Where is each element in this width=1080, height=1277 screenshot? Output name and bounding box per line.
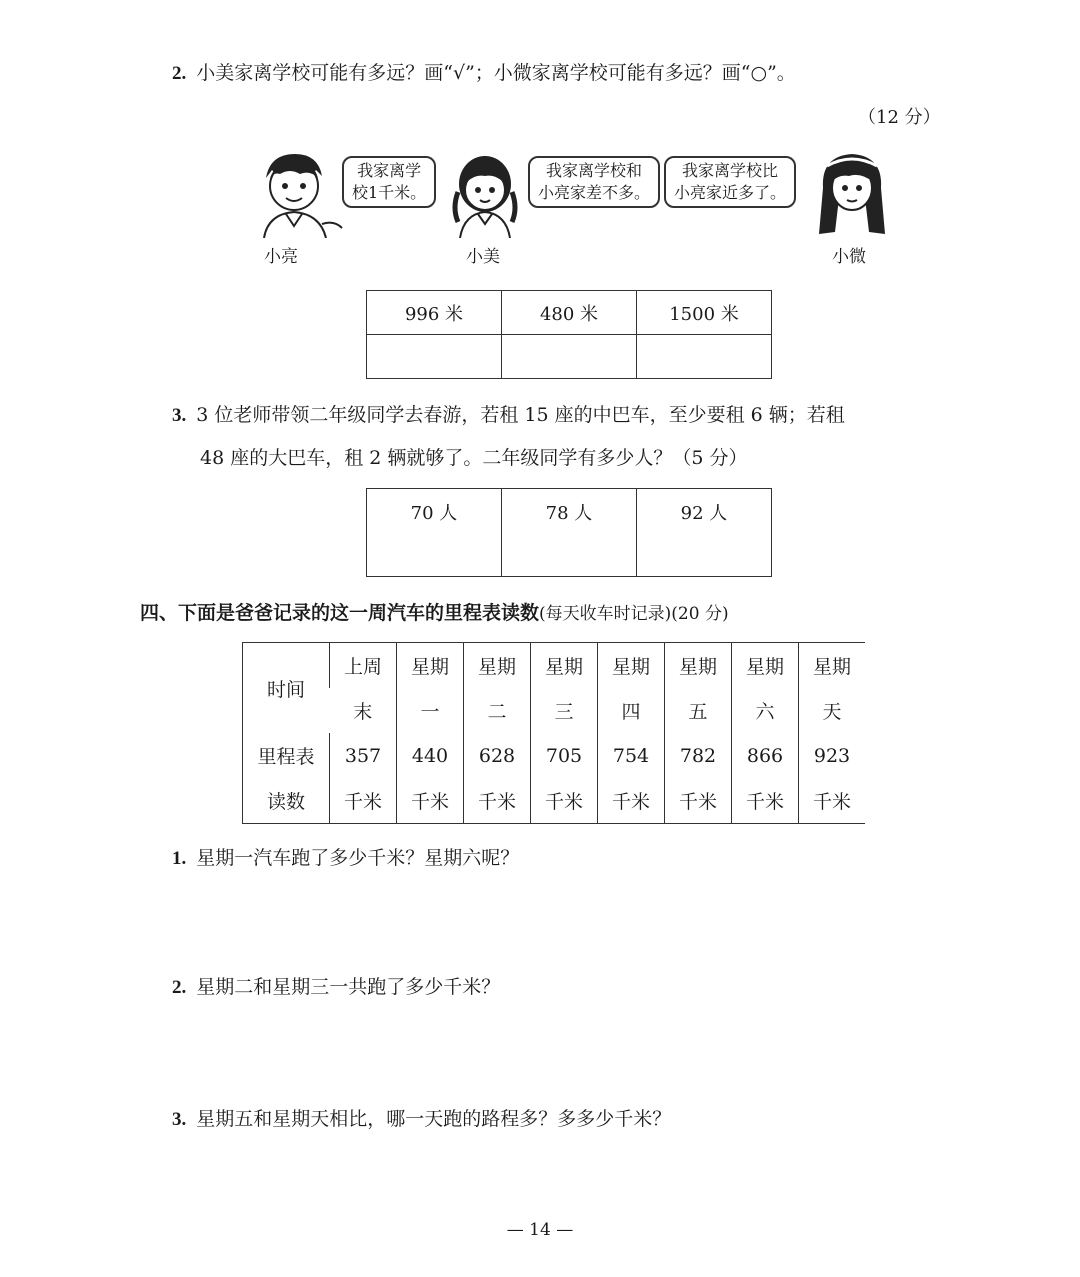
option-cell[interactable]: 92 人 xyxy=(637,489,772,577)
day-label: 上周 xyxy=(330,643,397,689)
day-label: 星期 xyxy=(397,643,464,689)
day-label: 三 xyxy=(531,688,598,733)
day-label: 星期 xyxy=(799,643,866,689)
day-label: 星期 xyxy=(665,643,732,689)
reading-unit: 千米 xyxy=(464,778,531,824)
answer-cell[interactable] xyxy=(502,335,637,379)
speech-bubble-xiaoliang: 我家离学 校1千米。 xyxy=(342,156,436,208)
reading-value: 754 xyxy=(598,733,665,778)
option-cell[interactable]: 70 人 xyxy=(367,489,502,577)
question-text-line1: 3 位老师带领二年级同学去春游，若租 15 座的中巴车，至少要租 6 辆；若租 xyxy=(196,404,845,426)
reading-unit: 千米 xyxy=(799,778,866,824)
sub-question-3: 3. 星期五和星期天相比，哪一天跑的路程多？多多少千米？ xyxy=(172,1108,672,1130)
reading-unit: 千米 xyxy=(531,778,598,824)
answer-cell[interactable] xyxy=(637,335,772,379)
answer-cell[interactable] xyxy=(367,335,502,379)
day-label: 五 xyxy=(665,688,732,733)
character-name: 小亮 xyxy=(264,247,298,267)
day-label: 六 xyxy=(732,688,799,733)
option-cell: 480 米 xyxy=(502,291,637,335)
reading-value: 923 xyxy=(799,733,866,778)
day-label: 二 xyxy=(464,688,531,733)
day-label: 星期 xyxy=(531,643,598,689)
answer-choice-table xyxy=(366,488,772,577)
row-header-time: 时间 xyxy=(243,643,330,734)
question-score: （12 分） xyxy=(858,107,941,128)
mileage-table xyxy=(242,642,865,824)
day-label: 星期 xyxy=(598,643,665,689)
reading-unit: 千米 xyxy=(732,778,799,824)
reading-unit: 千米 xyxy=(330,778,397,824)
option-cell: 996 米 xyxy=(367,291,502,335)
sub-question-1: 1. 星期一汽车跑了多少千米？星期六呢？ xyxy=(172,847,520,869)
page-number: — 14 — xyxy=(506,1220,574,1240)
reading-value: 705 xyxy=(531,733,598,778)
girl-xiaowei-icon xyxy=(805,148,900,238)
question-number: 3. xyxy=(172,405,187,426)
option-cell[interactable]: 78 人 xyxy=(502,489,637,577)
question-3 xyxy=(172,400,845,427)
day-label: 四 xyxy=(598,688,665,733)
question-2 xyxy=(172,58,796,85)
day-label: 星期 xyxy=(732,643,799,689)
reading-value: 357 xyxy=(330,733,397,778)
reading-value: 440 xyxy=(397,733,464,778)
character-name: 小微 xyxy=(832,247,866,267)
sub-question-2: 2. 星期二和星期三一共跑了多少千米？ xyxy=(172,976,501,998)
reading-value: 866 xyxy=(732,733,799,778)
reading-unit: 千米 xyxy=(598,778,665,824)
answer-space[interactable] xyxy=(200,1010,900,1090)
option-cell: 1500 米 xyxy=(637,291,772,335)
question-text-line2: 48 座的大巴车，租 2 辆就够了。二年级同学有多少人？（5 分） xyxy=(200,447,748,469)
day-label: 末 xyxy=(353,701,373,723)
answer-space[interactable] xyxy=(200,880,900,960)
character-name: 小美 xyxy=(466,247,500,267)
answer-choice-table xyxy=(366,290,772,379)
reading-value: 628 xyxy=(464,733,531,778)
answer-space[interactable] xyxy=(200,1140,900,1210)
boy-xiaoliang-icon xyxy=(250,148,345,238)
question-number: 2. xyxy=(172,63,187,84)
question-text: 小美家离学校可能有多远？画“√”；小微家离学校可能有多远？画“○”。 xyxy=(196,62,796,84)
day-label: 天 xyxy=(799,688,866,733)
reading-value: 782 xyxy=(665,733,732,778)
speech-bubble-xiaowei: 我家离学校比 小亮家近多了。 xyxy=(664,156,796,208)
character-illustration xyxy=(250,148,900,268)
reading-unit: 千米 xyxy=(397,778,464,824)
section-4-heading: 四、下面是爸爸记录的这一周汽车的里程表读数(每天收车时记录)(20 分) xyxy=(140,602,729,624)
row-header-reading: 里程表 xyxy=(243,733,330,778)
day-label: 一 xyxy=(397,688,464,733)
speech-bubble-xiaomei: 我家离学校和 小亮家差不多。 xyxy=(528,156,660,208)
reading-unit: 千米 xyxy=(665,778,732,824)
girl-xiaomei-icon xyxy=(438,148,533,238)
day-label: 星期 xyxy=(464,643,531,689)
row-header-reading: 读数 xyxy=(243,778,330,824)
